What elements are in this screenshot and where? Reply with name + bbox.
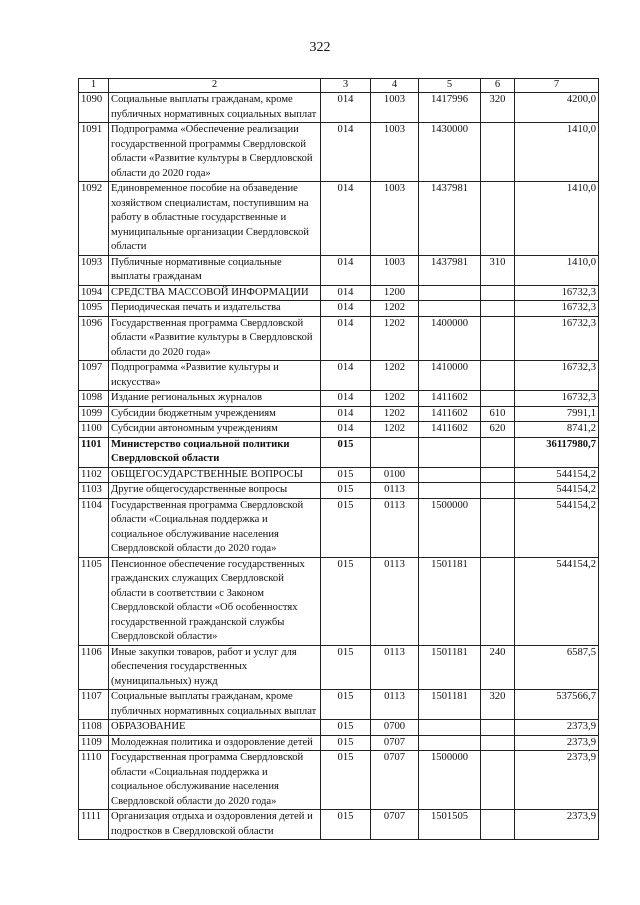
table-row xyxy=(79,467,599,483)
row-code-4: 0113 xyxy=(371,498,419,557)
row-code-4: 0707 xyxy=(371,751,419,810)
row-code-6 xyxy=(481,285,515,301)
row-number: 1105 xyxy=(79,557,109,645)
row-amount: 36117980,7 xyxy=(515,437,599,467)
table-row xyxy=(79,361,599,391)
row-code-6 xyxy=(481,301,515,317)
table-row xyxy=(79,498,599,557)
row-name: Публичные нормативные социальные выплаты гражданам xyxy=(109,255,321,285)
row-code-6: 240 xyxy=(481,645,515,690)
row-number: 1091 xyxy=(79,123,109,182)
row-code-6 xyxy=(481,182,515,256)
table-row xyxy=(79,645,599,690)
budget-table xyxy=(78,78,599,840)
col-header-1: 1 xyxy=(79,79,109,93)
row-code-3: 014 xyxy=(321,361,371,391)
row-code-5: 1501181 xyxy=(419,645,481,690)
table-row xyxy=(79,285,599,301)
table-row xyxy=(79,690,599,720)
row-number: 1096 xyxy=(79,316,109,361)
col-header-5: 5 xyxy=(419,79,481,93)
row-number: 1109 xyxy=(79,735,109,751)
row-code-4: 1003 xyxy=(371,255,419,285)
table-row xyxy=(79,735,599,751)
row-code-4: 1003 xyxy=(371,123,419,182)
row-number: 1092 xyxy=(79,182,109,256)
row-amount: 16732,3 xyxy=(515,391,599,407)
row-code-6 xyxy=(481,391,515,407)
row-code-4: 1202 xyxy=(371,391,419,407)
row-code-6 xyxy=(481,123,515,182)
page-number: 322 xyxy=(309,40,331,55)
row-code-3: 014 xyxy=(321,391,371,407)
row-name: Организация отдыха и оздоровления детей и подростков в Свердловской области xyxy=(109,810,321,840)
row-number: 1094 xyxy=(79,285,109,301)
row-number: 1106 xyxy=(79,645,109,690)
row-code-3: 014 xyxy=(321,123,371,182)
row-code-4: 1003 xyxy=(371,182,419,256)
row-amount: 6587,5 xyxy=(515,645,599,690)
row-name: Другие общегосударственные вопросы xyxy=(109,483,321,499)
row-name: Пенсионное обеспечение государственных гражданских служащих Свердловской области в соответствии с Законом Свердловской области «Об особенностях государственной гражданской службы Свердловской области» xyxy=(109,557,321,645)
row-code-4: 1003 xyxy=(371,93,419,123)
row-code-5: 1501181 xyxy=(419,557,481,645)
row-name: ОБРАЗОВАНИЕ xyxy=(109,720,321,736)
row-code-5: 1437981 xyxy=(419,255,481,285)
row-code-3: 014 xyxy=(321,255,371,285)
row-code-4: 0113 xyxy=(371,483,419,499)
row-name: Субсидии автономным учреждениям xyxy=(109,422,321,438)
table-row xyxy=(79,255,599,285)
row-code-6: 610 xyxy=(481,406,515,422)
row-number: 1110 xyxy=(79,751,109,810)
row-number: 1090 xyxy=(79,93,109,123)
table-row xyxy=(79,483,599,499)
table-row xyxy=(79,437,599,467)
row-amount: 544154,2 xyxy=(515,483,599,499)
row-amount: 544154,2 xyxy=(515,557,599,645)
row-code-4: 0113 xyxy=(371,690,419,720)
row-code-5 xyxy=(419,483,481,499)
row-amount: 16732,3 xyxy=(515,301,599,317)
table-row xyxy=(79,316,599,361)
row-code-3: 015 xyxy=(321,437,371,467)
table-row xyxy=(79,406,599,422)
table-row xyxy=(79,123,599,182)
row-code-6: 320 xyxy=(481,690,515,720)
row-number: 1108 xyxy=(79,720,109,736)
row-name: Единовременное пособие на обзаведение хозяйством специалистам, поступившим на работу в областные государственные и муниципальные организации Свердловской области xyxy=(109,182,321,256)
row-number: 1095 xyxy=(79,301,109,317)
row-name: Иные закупки товаров, работ и услуг для обеспечения государственных (муниципальных) нужд xyxy=(109,645,321,690)
row-code-6 xyxy=(481,557,515,645)
table-row xyxy=(79,301,599,317)
row-amount: 4200,0 xyxy=(515,93,599,123)
row-code-5 xyxy=(419,437,481,467)
row-code-4: 0700 xyxy=(371,720,419,736)
row-amount: 8741,2 xyxy=(515,422,599,438)
row-code-4: 1202 xyxy=(371,301,419,317)
row-amount: 1410,0 xyxy=(515,255,599,285)
col-header-2: 2 xyxy=(109,79,321,93)
row-code-6 xyxy=(481,316,515,361)
row-code-6 xyxy=(481,437,515,467)
row-name: Субсидии бюджетным учреждениям xyxy=(109,406,321,422)
row-code-4: 1202 xyxy=(371,422,419,438)
table-row xyxy=(79,391,599,407)
row-number: 1104 xyxy=(79,498,109,557)
row-number: 1099 xyxy=(79,406,109,422)
row-code-4: 0113 xyxy=(371,557,419,645)
header-row xyxy=(79,79,599,93)
row-code-3: 014 xyxy=(321,285,371,301)
row-number: 1107 xyxy=(79,690,109,720)
row-code-5: 1411602 xyxy=(419,391,481,407)
row-name: Министерство социальной политики Свердловской области xyxy=(109,437,321,467)
row-amount: 7991,1 xyxy=(515,406,599,422)
row-name: Подпрограмма «Обеспечение реализации государственной программы Свердловской области «Развитие культуры в Свердловской области до 2020 года» xyxy=(109,123,321,182)
table-row xyxy=(79,557,599,645)
row-code-4: 0100 xyxy=(371,467,419,483)
table-row xyxy=(79,422,599,438)
row-code-6: 310 xyxy=(481,255,515,285)
row-amount: 1410,0 xyxy=(515,182,599,256)
row-code-6 xyxy=(481,720,515,736)
row-name: ОБЩЕГОСУДАРСТВЕННЫЕ ВОПРОСЫ xyxy=(109,467,321,483)
row-number: 1097 xyxy=(79,361,109,391)
row-number: 1111 xyxy=(79,810,109,840)
row-code-6 xyxy=(481,467,515,483)
row-code-3: 015 xyxy=(321,751,371,810)
row-amount: 2373,9 xyxy=(515,751,599,810)
row-code-4 xyxy=(371,437,419,467)
row-amount: 2373,9 xyxy=(515,810,599,840)
row-code-3: 015 xyxy=(321,498,371,557)
row-code-4: 1202 xyxy=(371,406,419,422)
row-code-3: 014 xyxy=(321,422,371,438)
row-code-5: 1430000 xyxy=(419,123,481,182)
row-code-6 xyxy=(481,735,515,751)
table-row xyxy=(79,182,599,256)
row-code-5 xyxy=(419,301,481,317)
col-header-4: 4 xyxy=(371,79,419,93)
row-name: Государственная программа Свердловской области «Социальная поддержка и социальное обслуживание населения Свердловской области до 2020 года» xyxy=(109,751,321,810)
row-code-3: 015 xyxy=(321,690,371,720)
row-name: Государственная программа Свердловской области «Социальная поддержка и социальное обслуживание населения Свердловской области до 2020 года» xyxy=(109,498,321,557)
row-code-4: 0113 xyxy=(371,645,419,690)
row-code-6 xyxy=(481,751,515,810)
row-amount: 544154,2 xyxy=(515,467,599,483)
row-name: Социальные выплаты гражданам, кроме публичных нормативных социальных выплат xyxy=(109,690,321,720)
row-amount: 2373,9 xyxy=(515,735,599,751)
table-row xyxy=(79,720,599,736)
row-amount: 537566,7 xyxy=(515,690,599,720)
row-name: Социальные выплаты гражданам, кроме публичных нормативных социальных выплат xyxy=(109,93,321,123)
row-code-5: 1501505 xyxy=(419,810,481,840)
row-code-3: 014 xyxy=(321,93,371,123)
row-code-3: 015 xyxy=(321,810,371,840)
row-code-5 xyxy=(419,720,481,736)
row-amount: 2373,9 xyxy=(515,720,599,736)
table-row xyxy=(79,810,599,840)
row-code-5: 1500000 xyxy=(419,751,481,810)
row-code-3: 014 xyxy=(321,406,371,422)
row-code-4: 0707 xyxy=(371,735,419,751)
row-code-6 xyxy=(481,498,515,557)
row-code-5: 1400000 xyxy=(419,316,481,361)
row-code-6: 320 xyxy=(481,93,515,123)
row-amount: 544154,2 xyxy=(515,498,599,557)
row-name: Периодическая печать и издательства xyxy=(109,301,321,317)
row-code-4: 0707 xyxy=(371,810,419,840)
col-header-7: 7 xyxy=(515,79,599,93)
row-amount: 1410,0 xyxy=(515,123,599,182)
row-code-3: 014 xyxy=(321,182,371,256)
row-code-4: 1202 xyxy=(371,316,419,361)
row-number: 1101 xyxy=(79,437,109,467)
row-code-3: 015 xyxy=(321,720,371,736)
col-header-6: 6 xyxy=(481,79,515,93)
row-code-5: 1411602 xyxy=(419,406,481,422)
row-code-3: 014 xyxy=(321,316,371,361)
row-name: Государственная программа Свердловской области «Развитие культуры в Свердловской области до 2020 года» xyxy=(109,316,321,361)
row-code-5: 1437981 xyxy=(419,182,481,256)
row-code-6 xyxy=(481,810,515,840)
row-code-3: 015 xyxy=(321,467,371,483)
row-name: СРЕДСТВА МАССОВОЙ ИНФОРМАЦИИ xyxy=(109,285,321,301)
row-number: 1098 xyxy=(79,391,109,407)
row-code-5: 1411602 xyxy=(419,422,481,438)
row-amount: 16732,3 xyxy=(515,285,599,301)
row-code-3: 015 xyxy=(321,483,371,499)
row-number: 1093 xyxy=(79,255,109,285)
row-number: 1103 xyxy=(79,483,109,499)
row-code-3: 014 xyxy=(321,301,371,317)
row-code-4: 1200 xyxy=(371,285,419,301)
row-code-6: 620 xyxy=(481,422,515,438)
row-code-5: 1500000 xyxy=(419,498,481,557)
row-name: Подпрограмма «Развитие культуры и искусства» xyxy=(109,361,321,391)
row-code-3: 015 xyxy=(321,557,371,645)
row-code-3: 015 xyxy=(321,645,371,690)
row-amount: 16732,3 xyxy=(515,361,599,391)
row-number: 1100 xyxy=(79,422,109,438)
row-code-6 xyxy=(481,361,515,391)
row-code-4: 1202 xyxy=(371,361,419,391)
row-code-3: 015 xyxy=(321,735,371,751)
row-amount: 16732,3 xyxy=(515,316,599,361)
row-code-5: 1410000 xyxy=(419,361,481,391)
col-header-3: 3 xyxy=(321,79,371,93)
row-code-5 xyxy=(419,285,481,301)
row-code-5 xyxy=(419,735,481,751)
row-code-5: 1417996 xyxy=(419,93,481,123)
row-name: Молодежная политика и оздоровление детей xyxy=(109,735,321,751)
table-row xyxy=(79,93,599,123)
row-code-6 xyxy=(481,483,515,499)
row-code-5: 1501181 xyxy=(419,690,481,720)
row-code-5 xyxy=(419,467,481,483)
table-row xyxy=(79,751,599,810)
row-number: 1102 xyxy=(79,467,109,483)
row-name: Издание региональных журналов xyxy=(109,391,321,407)
